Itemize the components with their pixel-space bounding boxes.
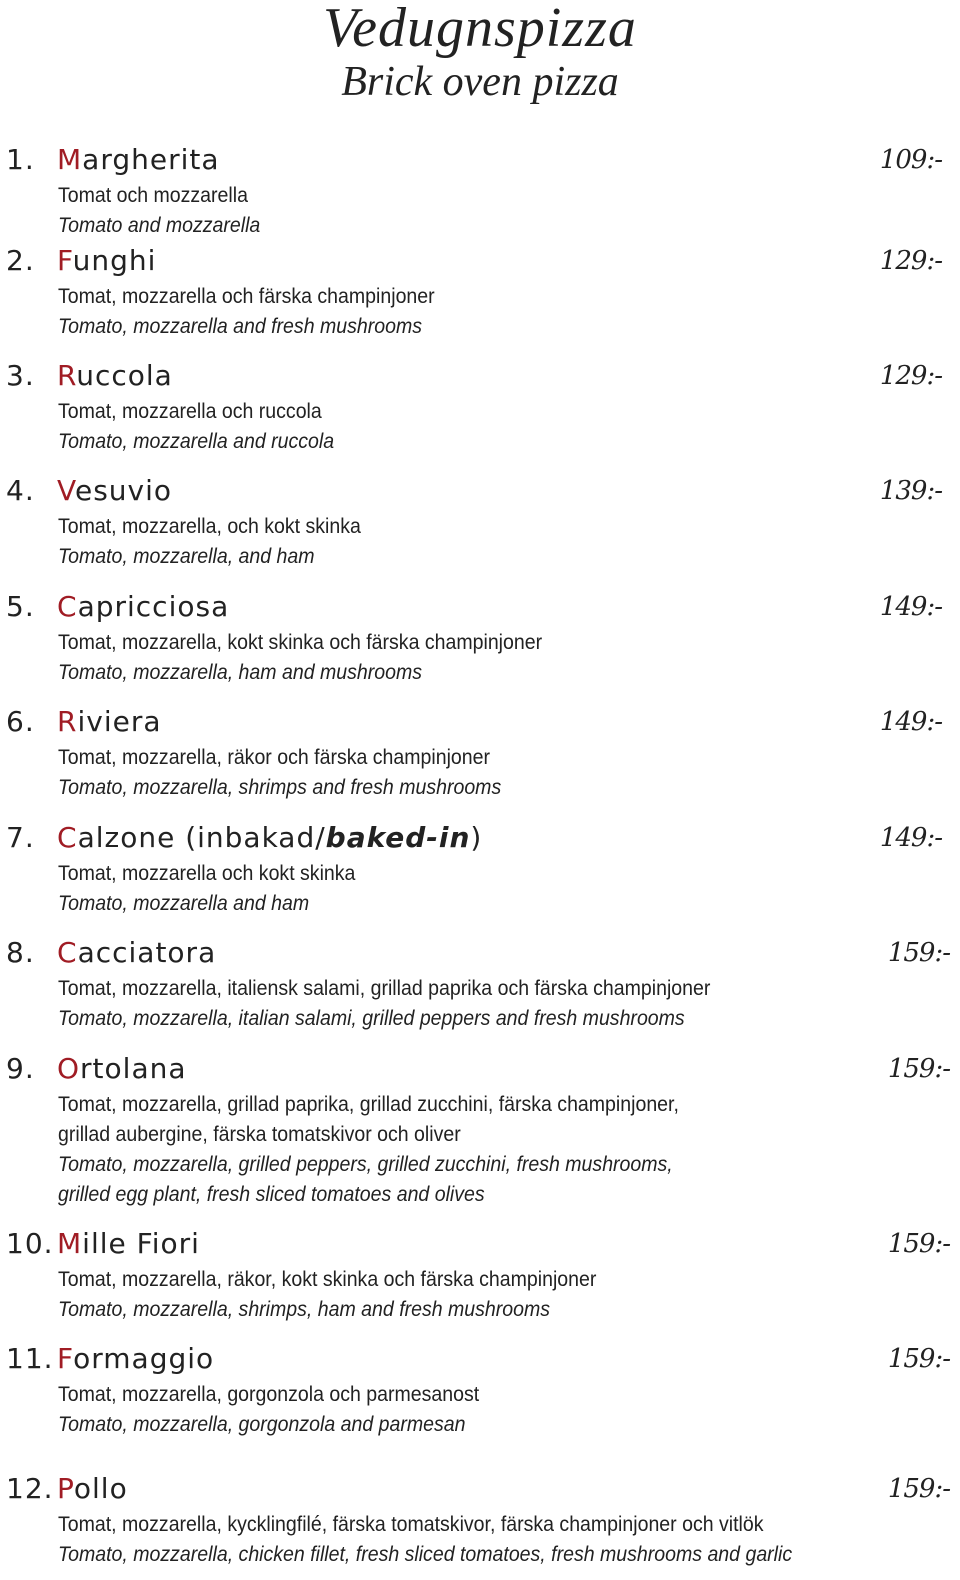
item-number: 4.	[6, 474, 35, 507]
item-name-initial: R	[57, 705, 78, 738]
item-description	[58, 1380, 479, 1440]
description-english: Tomato, mozzarella, and ham	[58, 545, 315, 568]
description-english: Tomato, mozzarella, grilled peppers, grilled zucchini, fresh mushrooms,	[58, 1153, 673, 1176]
item-name	[57, 143, 220, 177]
item-name-rest: iviera	[77, 705, 162, 738]
description-swedish: Tomat, mozzarella, räkor, kokt skinka och färska champinjoner	[58, 1268, 597, 1291]
item-name	[57, 359, 173, 393]
menu-header	[0, 0, 960, 106]
item-name-rest: ollo	[73, 1472, 128, 1505]
item-name-end: )	[470, 821, 483, 854]
description-swedish: Tomat, mozzarella, grillad paprika, grillad zucchini, färska champinjoner,	[58, 1093, 679, 1116]
item-name-rest: rtolana	[80, 1052, 187, 1085]
description-swedish: Tomat, mozzarella, och kokt skinka	[58, 515, 361, 538]
item-price: 159:-	[887, 1054, 950, 1084]
item-price: 139:-	[879, 476, 942, 506]
description-english: Tomato and mozzarella	[58, 214, 261, 237]
item-name-rest: ille Fiori	[82, 1227, 200, 1260]
description-english: Tomato, mozzarella and fresh mushrooms	[58, 315, 423, 338]
description-english: Tomato, mozzarella, chicken fillet, fresh sliced tomatoes, fresh mushrooms and garlic	[58, 1543, 793, 1566]
item-name-rest: uccola	[76, 359, 173, 392]
item-number: 6.	[6, 705, 35, 738]
item-name-initial: F	[57, 244, 73, 277]
item-name	[57, 1472, 128, 1506]
item-number: 2.	[6, 244, 35, 277]
item-name-initial: M	[57, 1227, 83, 1260]
item-name-initial: O	[57, 1052, 81, 1085]
item-description	[58, 1090, 679, 1210]
description-english: Tomato, mozzarella and ruccola	[58, 430, 335, 453]
description-english: Tomato, mozzarella and ham	[58, 892, 310, 915]
description-swedish: grillad aubergine, färska tomatskivor och oliver	[58, 1123, 461, 1146]
item-name-rest: acciatora	[77, 936, 217, 969]
item-number: 11.	[6, 1342, 54, 1375]
item-number: 5.	[6, 590, 35, 623]
item-name	[57, 590, 229, 624]
item-price: 159:-	[887, 938, 950, 968]
item-price: 109:-	[879, 145, 942, 175]
item-number: 10.	[6, 1227, 54, 1260]
description-swedish: Tomat, mozzarella, kokt skinka och färska champinjoner	[58, 631, 543, 654]
item-description	[58, 743, 501, 803]
item-price: 129:-	[879, 361, 942, 391]
item-price: 149:-	[879, 592, 942, 622]
item-name	[57, 705, 162, 739]
item-name-initial: C	[57, 936, 78, 969]
item-name	[57, 936, 216, 970]
item-name-initial: M	[57, 143, 83, 176]
item-description	[58, 628, 542, 688]
item-name-initial: C	[57, 821, 78, 854]
item-name	[57, 1052, 187, 1086]
item-name	[57, 474, 172, 508]
description-swedish: Tomat, mozzarella och färska champinjoner	[58, 285, 435, 308]
item-description	[58, 974, 710, 1034]
description-swedish: Tomat, mozzarella och ruccola	[58, 400, 322, 423]
item-name	[57, 821, 482, 855]
item-name-rest: argherita	[82, 143, 220, 176]
item-description	[58, 512, 361, 572]
item-description	[58, 859, 355, 919]
description-swedish: Tomat och mozzarella	[58, 184, 248, 207]
item-name-rest: apricciosa	[77, 590, 230, 623]
item-name-initial: V	[57, 474, 75, 507]
item-name	[57, 1342, 214, 1376]
item-description	[58, 1265, 596, 1325]
description-english: Tomato, mozzarella, gorgonzola and parmesan	[58, 1413, 466, 1436]
item-name	[57, 1227, 200, 1261]
item-description	[58, 282, 435, 342]
item-price: 159:-	[887, 1229, 950, 1259]
menu-title: Vedugnspizza	[323, 0, 637, 59]
menu-subtitle: Brick oven pizza	[341, 59, 619, 105]
description-english: Tomato, mozzarella, shrimps, ham and fresh mushrooms	[58, 1298, 551, 1321]
item-number: 7.	[6, 821, 35, 854]
description-swedish: Tomat, mozzarella, kycklingfilé, färska tomatskivor, färska champinjoner och vitlök	[58, 1513, 764, 1536]
item-number: 3.	[6, 359, 35, 392]
description-swedish: Tomat, mozzarella, räkor och färska champinjoner	[58, 746, 491, 769]
item-number: 8.	[6, 936, 35, 969]
item-number: 1.	[6, 143, 35, 176]
item-name-italic: baked-in	[325, 821, 471, 854]
description-english: Tomato, mozzarella, shrimps and fresh mushrooms	[58, 776, 502, 799]
item-description	[58, 1510, 792, 1570]
item-name	[57, 244, 156, 278]
description-english: grilled egg plant, fresh sliced tomatoes and olives	[58, 1183, 485, 1206]
description-english: Tomato, mozzarella, ham and mushrooms	[58, 661, 423, 684]
item-name-initial: P	[57, 1472, 74, 1505]
item-price: 129:-	[879, 246, 942, 276]
item-name-rest: esuvio	[74, 474, 173, 507]
item-price: 149:-	[879, 707, 942, 737]
item-name-rest: unghi	[72, 244, 157, 277]
item-name-rest: ormaggio	[73, 1342, 215, 1375]
item-description	[58, 397, 334, 457]
item-name-initial: C	[57, 590, 78, 623]
item-price: 159:-	[887, 1474, 950, 1504]
description-swedish: Tomat, mozzarella och kokt skinka	[58, 862, 356, 885]
item-number: 9.	[6, 1052, 35, 1085]
item-price: 149:-	[879, 823, 942, 853]
item-name-initial: F	[57, 1342, 74, 1375]
item-name-rest: alzone (inbakad/	[77, 821, 326, 854]
description-swedish: Tomat, mozzarella, italiensk salami, grillad paprika och färska champinjoner	[58, 977, 711, 1000]
item-number: 12.	[6, 1472, 54, 1505]
item-name-initial: R	[57, 359, 77, 392]
item-price: 159:-	[887, 1344, 950, 1374]
item-description	[58, 181, 260, 241]
description-swedish: Tomat, mozzarella, gorgonzola och parmesanost	[58, 1383, 480, 1406]
description-english: Tomato, mozzarella, italian salami, grilled peppers and fresh mushrooms	[58, 1007, 685, 1030]
